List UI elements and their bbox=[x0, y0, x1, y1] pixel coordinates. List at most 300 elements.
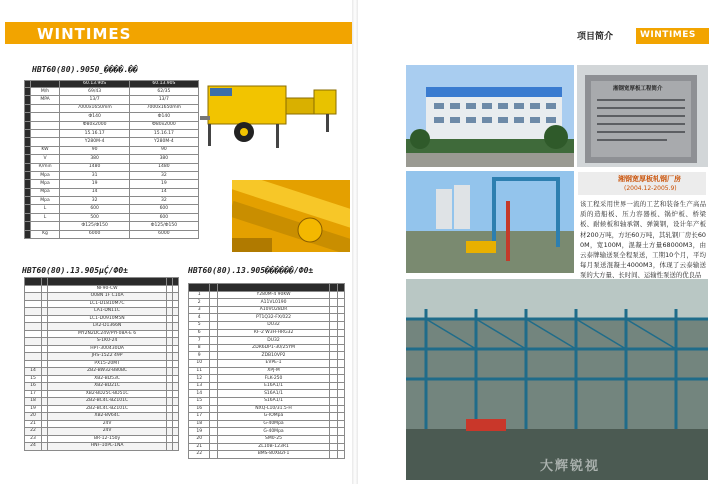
table-row bbox=[25, 285, 179, 293]
table2-heading: HBT60(80).13.905µḈ/Ф0± bbox=[22, 266, 128, 275]
table-header-row bbox=[25, 81, 199, 88]
table-cell: 500 bbox=[60, 213, 129, 221]
table-cell: 3 bbox=[189, 306, 210, 314]
table1-heading: HBT60(80).9050̤����.�� bbox=[32, 65, 138, 74]
table-row bbox=[189, 405, 345, 413]
table-cell: 6 bbox=[189, 329, 210, 337]
table-cell: BR-12-150y bbox=[47, 435, 166, 443]
table-cell bbox=[173, 375, 179, 383]
table-cell: MY2N2DC24V/PYF08A-E 6 bbox=[47, 330, 166, 338]
table-cell: 10 bbox=[189, 360, 210, 368]
table-cell bbox=[25, 323, 42, 331]
table-cell: 1480 bbox=[129, 163, 198, 171]
table-cell: 14 bbox=[60, 188, 129, 196]
table-cell: 19 bbox=[60, 180, 129, 188]
table-row bbox=[25, 104, 199, 112]
table-cell: 21 bbox=[25, 420, 42, 428]
table-cell bbox=[337, 398, 344, 406]
table-cell: 19 bbox=[129, 180, 198, 188]
table-cell: Y280M-4 bbox=[129, 138, 198, 146]
table-cell: 32 bbox=[129, 171, 198, 179]
table-cell bbox=[330, 337, 337, 345]
table-cell: 22 bbox=[25, 428, 42, 436]
table-row bbox=[25, 121, 199, 129]
table-cell bbox=[337, 352, 344, 360]
header-cell bbox=[217, 284, 329, 292]
table-cell bbox=[25, 353, 42, 361]
table-row bbox=[25, 300, 179, 308]
table-cell bbox=[337, 428, 344, 436]
table-cell bbox=[210, 314, 217, 322]
table-cell bbox=[25, 315, 42, 323]
table-cell: Ф125/Ф150 bbox=[60, 222, 129, 230]
table-cell: DU32 bbox=[217, 337, 329, 345]
table-cell bbox=[173, 390, 179, 398]
header-cell bbox=[337, 284, 344, 292]
table-cell bbox=[210, 405, 217, 413]
table-cell bbox=[337, 405, 344, 413]
table-cell: Mpa bbox=[30, 171, 60, 179]
table-cell bbox=[330, 306, 337, 314]
table-row bbox=[189, 375, 345, 383]
table-cell: 13/7 bbox=[60, 96, 129, 104]
table-row bbox=[25, 213, 199, 221]
table-cell bbox=[25, 300, 42, 308]
table-cell bbox=[337, 367, 344, 375]
table-cell bbox=[30, 113, 60, 121]
table-cell bbox=[330, 405, 337, 413]
table-row bbox=[25, 390, 179, 398]
table-cell: 19 bbox=[25, 405, 42, 413]
table-cell bbox=[25, 360, 42, 368]
table-row bbox=[25, 428, 179, 436]
table-row bbox=[189, 428, 345, 436]
table-cell bbox=[210, 291, 217, 299]
header-cell bbox=[173, 278, 179, 286]
table-cell: Ф125/Ф150 bbox=[129, 222, 198, 230]
table-cell: 24V bbox=[47, 420, 166, 428]
table-cell: Mpa bbox=[30, 188, 60, 196]
table-cell bbox=[330, 413, 337, 421]
table-header-row bbox=[25, 278, 179, 286]
table-cell: 15 bbox=[25, 375, 42, 383]
table-row bbox=[25, 398, 179, 406]
table-cell bbox=[337, 322, 344, 330]
table-cell bbox=[210, 435, 217, 443]
table-cell: ZL10B-123R1 bbox=[217, 443, 329, 451]
table-row bbox=[25, 180, 199, 188]
table-row bbox=[25, 293, 179, 301]
table-cell: Ф140 bbox=[129, 113, 198, 121]
table-cell: MPA bbox=[30, 96, 60, 104]
table3-heading: HBT60(80).13.905������/Ф0± bbox=[188, 266, 314, 275]
table-cell: XB2-BV64C bbox=[47, 413, 166, 421]
table-cell bbox=[25, 338, 42, 346]
table-cell bbox=[337, 375, 344, 383]
table-cell bbox=[210, 398, 217, 406]
table-row bbox=[25, 405, 179, 413]
table-cell: 32 bbox=[60, 197, 129, 205]
header-cell bbox=[30, 81, 60, 88]
table-cell: 7000x1650mm bbox=[129, 104, 198, 112]
table-cell bbox=[25, 285, 42, 293]
table-cell bbox=[173, 420, 179, 428]
table-cell: 14 bbox=[25, 368, 42, 376]
table-row bbox=[25, 88, 199, 96]
table-row bbox=[25, 368, 179, 376]
table-cell bbox=[173, 443, 179, 451]
table-cell: S16A1/1 bbox=[217, 390, 329, 398]
table-cell bbox=[210, 337, 217, 345]
table-cell bbox=[173, 435, 179, 443]
table-cell: 21 bbox=[189, 443, 210, 451]
table-cell: 31 bbox=[60, 171, 129, 179]
table-cell: 6000 bbox=[60, 230, 129, 238]
table-row bbox=[25, 163, 199, 171]
table-row bbox=[189, 413, 345, 421]
table-row bbox=[189, 443, 345, 451]
table-cell: 14 bbox=[129, 188, 198, 196]
table-cell bbox=[330, 375, 337, 383]
table-row bbox=[189, 420, 345, 428]
table-cell: 1480 bbox=[60, 163, 129, 171]
construction-site-photo bbox=[406, 171, 574, 273]
table-cell: R/min bbox=[30, 163, 60, 171]
caption-date: (2004.12-2005.9) bbox=[624, 185, 677, 192]
watermark: 大辉锐视 bbox=[540, 459, 601, 474]
table-cell: ZB2-BC4C-BZ101C bbox=[47, 405, 166, 413]
table-cell: 13/7 bbox=[129, 96, 198, 104]
table-cell bbox=[30, 129, 60, 137]
table-cell: 9 bbox=[189, 352, 210, 360]
table-cell bbox=[210, 329, 217, 337]
table-row bbox=[189, 337, 345, 345]
table-cell: EVPE-1 bbox=[217, 360, 329, 368]
table-cell: A10VO28DR bbox=[217, 306, 329, 314]
table-cell: 16 bbox=[25, 383, 42, 391]
table-cell: XPJ-M bbox=[217, 367, 329, 375]
table-cell bbox=[330, 344, 337, 352]
header-cell bbox=[330, 284, 337, 292]
table-cell bbox=[210, 420, 217, 428]
table-cell bbox=[330, 428, 337, 436]
table-row bbox=[25, 197, 199, 205]
header-cell bbox=[210, 284, 217, 292]
header-cell: 60.13.90S bbox=[129, 81, 198, 88]
page-gutter bbox=[352, 0, 358, 484]
table-cell bbox=[30, 222, 60, 230]
table-row bbox=[189, 451, 345, 459]
table-cell bbox=[210, 352, 217, 360]
table-cell: M/h bbox=[30, 88, 60, 96]
table-cell: 24 bbox=[25, 443, 42, 451]
table-header-row bbox=[189, 284, 345, 292]
table-cell: S16A1/1 bbox=[217, 398, 329, 406]
table-cell: XB2-BD21C bbox=[47, 383, 166, 391]
table-cell bbox=[337, 291, 344, 299]
table-row bbox=[25, 155, 199, 163]
table-row bbox=[189, 382, 345, 390]
table-cell bbox=[210, 322, 217, 330]
table-cell: 15.16.17 bbox=[129, 129, 198, 137]
table-cell: Mpa bbox=[30, 197, 60, 205]
table-cell: G-IOMpa bbox=[217, 413, 329, 421]
table-cell bbox=[30, 121, 60, 129]
table-row bbox=[25, 230, 199, 238]
table-cell: Ф80x2000 bbox=[60, 121, 129, 129]
header-cell: 60.13.90S bbox=[60, 81, 129, 88]
table-cell: LC1-D0910M5N bbox=[47, 315, 166, 323]
table-cell bbox=[210, 306, 217, 314]
table-cell: 4 bbox=[189, 314, 210, 322]
sign-text: 湘钢宽厚板工程简介 bbox=[613, 86, 663, 92]
caption-title: 湘钢宽厚板轧钢厂房 bbox=[618, 175, 681, 183]
table-row bbox=[25, 146, 199, 154]
table-cell: G-40Mpa bbox=[217, 420, 329, 428]
table-cell bbox=[337, 344, 344, 352]
table-row bbox=[189, 390, 345, 398]
table-cell: V bbox=[30, 155, 60, 163]
table-row bbox=[25, 345, 179, 353]
table-cell: XB2-BD25C-BD51C bbox=[47, 390, 166, 398]
table-cell bbox=[337, 413, 344, 421]
table-row bbox=[25, 353, 179, 361]
table-cell bbox=[173, 413, 179, 421]
table-cell bbox=[330, 299, 337, 307]
table-cell bbox=[173, 368, 179, 376]
table-cell bbox=[30, 138, 60, 146]
header-cell bbox=[189, 284, 210, 292]
table-cell bbox=[173, 330, 179, 338]
table-row bbox=[25, 205, 199, 213]
table-row bbox=[25, 315, 179, 323]
table-cell bbox=[210, 443, 217, 451]
table-cell: FLK-250 bbox=[217, 375, 329, 383]
table-cell bbox=[330, 367, 337, 375]
table-cell bbox=[337, 306, 344, 314]
table-cell: 15 bbox=[189, 398, 210, 406]
table-cell bbox=[330, 435, 337, 443]
table-cell bbox=[337, 390, 344, 398]
table-cell: ZB2-BC4C-BZ101C bbox=[47, 398, 166, 406]
table-cell bbox=[173, 308, 179, 316]
table-row bbox=[189, 322, 345, 330]
table-cell bbox=[210, 360, 217, 368]
table-cell: PT1Q32-FX/022 bbox=[217, 314, 329, 322]
table-row bbox=[189, 367, 345, 375]
header-cell bbox=[25, 278, 42, 286]
factory-building-photo bbox=[406, 65, 574, 167]
table-cell bbox=[173, 345, 179, 353]
table-cell: 6000 bbox=[129, 230, 198, 238]
table-cell bbox=[173, 398, 179, 406]
table-cell bbox=[337, 443, 344, 451]
table-cell bbox=[330, 382, 337, 390]
table-row bbox=[25, 113, 199, 121]
table-row bbox=[25, 129, 199, 137]
table-cell bbox=[25, 330, 42, 338]
table-cell: ZDR6DP1-30/25YM bbox=[217, 344, 329, 352]
steel-plant-interior-photo bbox=[406, 279, 708, 480]
table-cell: 14 bbox=[189, 390, 210, 398]
table-cell bbox=[330, 398, 337, 406]
table-cell: 13 bbox=[189, 382, 210, 390]
table-cell bbox=[210, 413, 217, 421]
table-cell bbox=[337, 420, 344, 428]
table-cell: DU32 bbox=[217, 322, 329, 330]
table-cell bbox=[210, 390, 217, 398]
table-row bbox=[25, 375, 179, 383]
table-cell bbox=[173, 338, 179, 346]
table-cell: HNF-10PL-1NA bbox=[47, 443, 166, 451]
table-cell bbox=[330, 329, 337, 337]
table-row bbox=[25, 171, 199, 179]
table-row bbox=[189, 306, 345, 314]
table-row bbox=[25, 323, 179, 331]
table-cell bbox=[30, 104, 60, 112]
table-cell bbox=[173, 293, 179, 301]
table-cell: 19 bbox=[189, 428, 210, 436]
table-cell: 1 bbox=[189, 291, 210, 299]
table-cell: 18 bbox=[25, 398, 42, 406]
table-row bbox=[189, 299, 345, 307]
table-cell bbox=[330, 314, 337, 322]
table-cell bbox=[337, 314, 344, 322]
table-cell: Y280M-4 bbox=[60, 138, 129, 146]
table-cell: 15.16.17 bbox=[60, 129, 129, 137]
table-cell: 62/35 bbox=[129, 88, 198, 96]
table-cell bbox=[337, 329, 344, 337]
table-cell bbox=[210, 382, 217, 390]
table-cell: 11 bbox=[189, 367, 210, 375]
table-row bbox=[189, 435, 345, 443]
table-cell bbox=[210, 344, 217, 352]
table-cell bbox=[330, 420, 337, 428]
table-cell: 7 bbox=[189, 337, 210, 345]
pump-piston-closeup-photo bbox=[232, 180, 350, 252]
table-row bbox=[189, 398, 345, 406]
table-row bbox=[25, 413, 179, 421]
table-cell: O08N 1F C10A bbox=[47, 293, 166, 301]
table-cell: NXQ-L10/31.5-H bbox=[217, 405, 329, 413]
table-row bbox=[25, 360, 179, 368]
table-row bbox=[25, 435, 179, 443]
brand-logo-left: WINTIMES bbox=[37, 25, 132, 43]
concrete-pump-photo bbox=[200, 76, 348, 173]
project-caption bbox=[578, 172, 706, 195]
table-cell: E16A1/1 bbox=[217, 382, 329, 390]
table-cell: LC1-D1810M7C bbox=[47, 300, 166, 308]
table-cell: XB2-BD53C bbox=[47, 375, 166, 383]
table-cell bbox=[337, 299, 344, 307]
brand-logo-right: WINTIMES bbox=[640, 30, 696, 40]
table-row bbox=[25, 188, 199, 196]
table-row bbox=[25, 383, 179, 391]
table-cell: 600 bbox=[60, 205, 129, 213]
left-header-band bbox=[5, 22, 355, 44]
table-cell: A11VL0190 bbox=[217, 299, 329, 307]
table-row bbox=[189, 329, 345, 337]
spec-table-1 bbox=[24, 80, 199, 239]
table-row bbox=[189, 344, 345, 352]
table-cell: 17 bbox=[25, 390, 42, 398]
table-cell: G-40Mpa bbox=[217, 428, 329, 436]
section-title: 项目简介 bbox=[577, 32, 614, 42]
table-cell bbox=[330, 443, 337, 451]
table-row bbox=[25, 330, 179, 338]
table-cell: L bbox=[30, 205, 60, 213]
table-row bbox=[25, 338, 179, 346]
table-row bbox=[189, 314, 345, 322]
table-cell bbox=[330, 291, 337, 299]
table-cell: 32 bbox=[129, 197, 198, 205]
hydraulic-parts-table bbox=[188, 283, 345, 459]
table-cell bbox=[173, 360, 179, 368]
table-cell: Y280M-4 90KW bbox=[217, 291, 329, 299]
table-cell bbox=[173, 405, 179, 413]
table-cell: Ф80x2000 bbox=[129, 121, 198, 129]
table-cell: KW bbox=[30, 146, 60, 154]
project-description: 该工程采用世界一流的工艺和装备生产高品质的造船板、压力容器板、锅炉板、桥梁板、耐候板和轴承钢、弹簧钢，设计年产板材200万吨，方坯60万吨，其轧钢厂房长600M，宽100M，混凝土方量68000M3，由云泰牌输送泵全程泵送，工期10个月，平均每月泵送混凝土4000M3，体现了云泰输送泵的大方量、长时间、运输性泵送的优良品 bbox=[580, 200, 706, 280]
table-cell bbox=[210, 428, 217, 436]
table-cell: 8 bbox=[189, 344, 210, 352]
table-cell: 12 bbox=[189, 375, 210, 383]
table-cell bbox=[25, 293, 42, 301]
electrical-parts-table bbox=[24, 277, 179, 451]
table-cell bbox=[330, 451, 337, 459]
table-row bbox=[189, 291, 345, 299]
table-cell bbox=[330, 390, 337, 398]
table-cell: 20 bbox=[25, 413, 42, 421]
table-row bbox=[25, 443, 179, 451]
table-cell bbox=[337, 435, 344, 443]
table-row bbox=[25, 222, 199, 230]
table-cell bbox=[210, 375, 217, 383]
table-cell bbox=[337, 451, 344, 459]
table-cell bbox=[330, 360, 337, 368]
table-cell bbox=[173, 383, 179, 391]
table-cell: HPT-300430DA bbox=[47, 345, 166, 353]
table-cell: 24V bbox=[47, 428, 166, 436]
table-cell bbox=[173, 315, 179, 323]
table-cell bbox=[337, 382, 344, 390]
table-cell: BMS-80XB2F1 bbox=[217, 451, 329, 459]
table-cell: 23 bbox=[25, 435, 42, 443]
table-cell: 600 bbox=[129, 205, 198, 213]
table-cell: Ф140 bbox=[60, 113, 129, 121]
table-cell: 380 bbox=[60, 155, 129, 163]
table-cell: SM0-25 bbox=[217, 435, 329, 443]
table-row bbox=[25, 420, 179, 428]
table-cell: ZB2-BW32-B80BC bbox=[47, 368, 166, 376]
table-cell bbox=[337, 337, 344, 345]
table-cell: 69/43 bbox=[60, 88, 129, 96]
table-cell: 600 bbox=[129, 213, 198, 221]
table-cell: S-1K0-24 bbox=[47, 338, 166, 346]
table-cell: 90 bbox=[60, 146, 129, 154]
table-cell: 16 bbox=[189, 405, 210, 413]
table-cell bbox=[337, 360, 344, 368]
table-cell bbox=[173, 428, 179, 436]
table-cell bbox=[173, 353, 179, 361]
table-cell: ZDB10VP2 bbox=[217, 352, 329, 360]
table-cell bbox=[210, 451, 217, 459]
header-cell bbox=[47, 278, 166, 286]
table-cell: NF90-CW bbox=[47, 285, 166, 293]
table-cell: 18 bbox=[189, 420, 210, 428]
table-cell bbox=[210, 367, 217, 375]
table-cell: Kg bbox=[30, 230, 60, 238]
